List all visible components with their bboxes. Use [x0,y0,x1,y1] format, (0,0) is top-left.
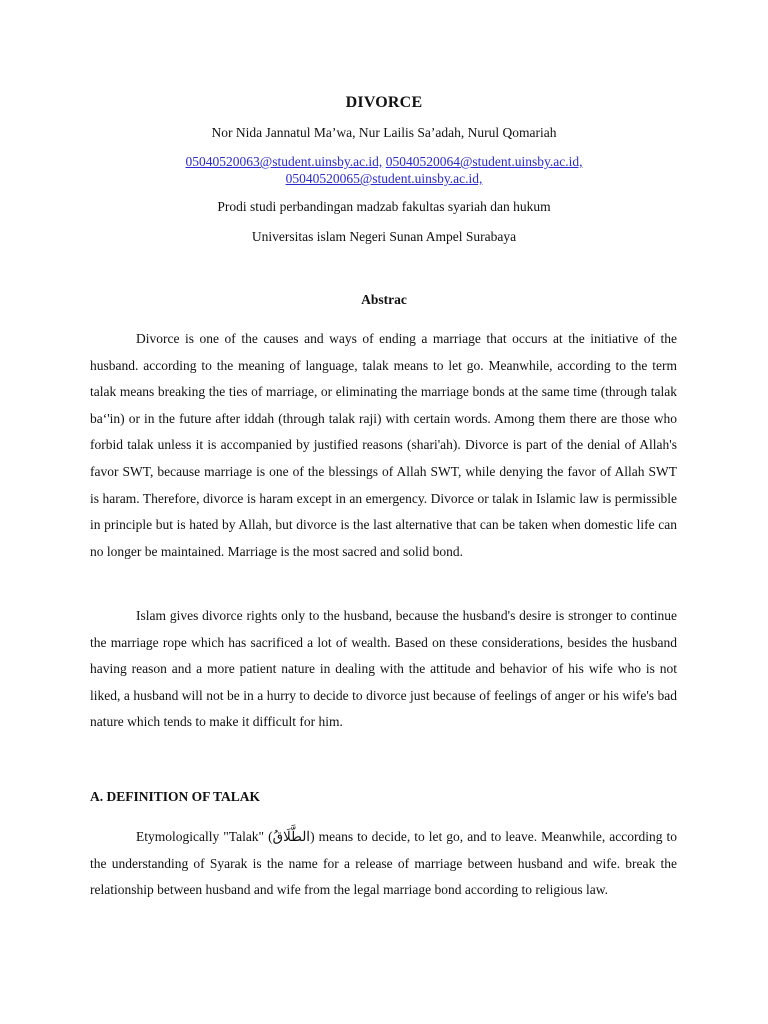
email-link-3[interactable]: 05040520065@student.uinsby.ac.id, [285,171,483,186]
affiliation-university: Universitas islam Negeri Sunan Ampel Surabaya [251,229,517,244]
document-title: DIVORCE [345,94,423,111]
email-link-1[interactable]: 05040520063@student.uinsby.ac.id, [185,154,383,169]
email-list [0,153,768,187]
abstract-paragraph-2: Islam gives divorce rights only to the husband, because the husband's desire is stronger to continue the marriage rope which has sacrificed a lot of wealth. Based on these considerations, besides the husband having reason and a more patient nature in dealing with the attitude and behavior of his wife who is not liked, a husband will not be in a hurry to decide to divorce just because of feelings of anger or his wife's bad nature which tends to make it difficult for him. [90,608,677,730]
section-heading-definition: A. DEFINITION OF TALAK [90,789,261,804]
email-link-2[interactable]: 05040520064@student.uinsby.ac.id, [385,154,583,169]
author-list: Nor Nida Jannatul Ma’wa, Nur Lailis Sa’adah, Nurul Qomariah [211,125,557,140]
abstract-paragraph-1: Divorce is one of the causes and ways of ending a marriage that occurs at the initiative of the husband. according to the meaning of language, talak means to let go. Meanwhile, according to the term talak means breaking the ties of marriage, or eliminating the marriage bonds at the same time (through talak ba‘'in) or in the future after iddah (through talak raji) with certain words. Among them there are those who forbid talak unless it is accompanied by justified reasons (shari'ah). Divorce is part of the denial of Allah's favor SWT, because marriage is one of the blessings of Allah SWT, while denying the favor of Allah SWT is haram. Therefore, divorce is haram except in an emergency. Divorce or talak in Islamic law is permissible in principle but is hated by Allah, but divorce is the last alternative that can be taken when domestic life can no longer be maintained. Marriage is the most sacred and solid bond. [90,331,677,559]
abstract-heading: Abstrac [361,292,407,307]
definition-paragraph: Etymologically "Talak" (الطَّلَاقُ) means to decide, to let go, and to leave. Meanwhile, according to the understanding of Syarak is the name for a release of marriage between husband and wife. break the relationship between husband and wife from the legal marriage bond according to religious law. [90,829,677,898]
affiliation-program: Prodi studi perbandingan madzab fakultas syariah dan hukum [217,199,551,214]
